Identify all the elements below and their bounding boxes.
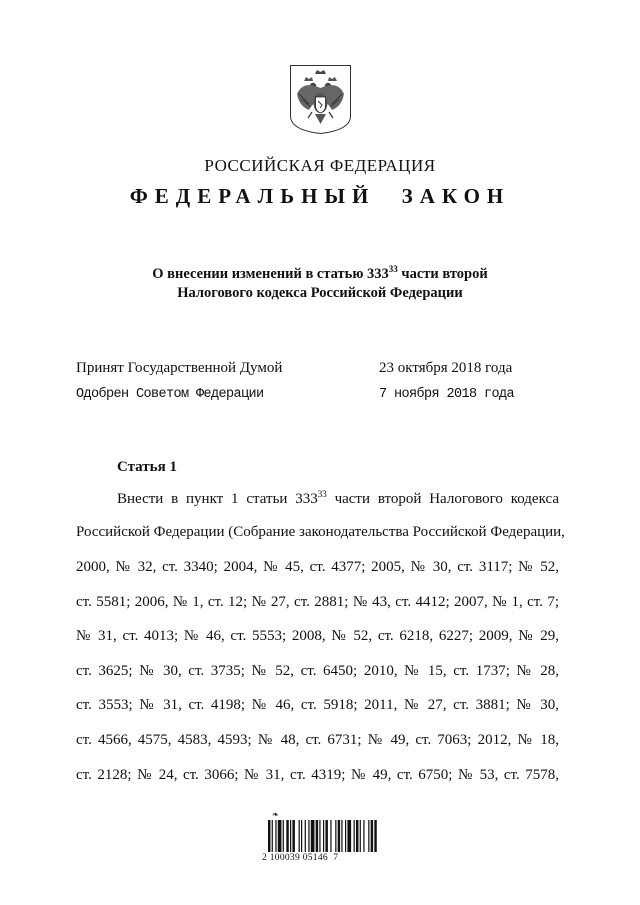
article-text-line: ст. 5581; 2006, № 1, ст. 12; № 27, ст. 2881; № 43, ст. 4412; 2007, № 1, ст. 7;	[76, 594, 559, 610]
article-text-line: Российской Федерации (Собрание законодательства Российской Федерации,	[76, 524, 565, 540]
article-heading: Статья 1	[117, 459, 177, 475]
barcode-bar	[371, 820, 373, 852]
barcode-bar	[316, 820, 318, 852]
barcode	[262, 810, 382, 866]
barcode-bar	[268, 820, 270, 852]
article-text-line: ст. 3625; № 30, ст. 3735; № 52, ст. 6450; 2010, № 15, ст. 1737; № 28,	[76, 663, 559, 679]
approval-label-council: Одобрен Советом Федерации	[76, 387, 264, 402]
barcode-bar	[292, 820, 294, 852]
barcode-bar	[290, 820, 291, 852]
barcode-bar	[374, 820, 376, 852]
barcode-bar	[305, 820, 306, 852]
barcode-bar	[356, 820, 358, 852]
barcode-bar	[278, 820, 282, 852]
barcode-bar	[323, 820, 324, 852]
article-superscript: 33	[388, 264, 398, 274]
adoption-label-duma: Принят Государственной Думой	[76, 360, 283, 376]
article-text-line: ст. 2128; № 24, ст. 3066; № 31, ст. 4319; № 49, ст. 6750; № 53, ст. 7578,	[76, 767, 559, 783]
barcode-bar	[308, 820, 309, 852]
barcode-bar	[330, 820, 331, 852]
barcode-bars	[268, 820, 378, 852]
barcode-bar	[299, 820, 300, 852]
adoption-date-duma: 23 октября 2018 года	[379, 360, 513, 376]
barcode-bar	[363, 820, 364, 852]
barcode-bar	[272, 820, 273, 852]
article-text-line: ст. 4566, 4575, 4583, 4593; № 48, ст. 6731; № 49, ст. 7063; 2012, № 18,	[76, 732, 559, 748]
document-type: ФЕДЕРАЛЬНЫЙ ЗАКОН	[129, 184, 511, 208]
article-superscript: 33	[317, 489, 327, 499]
barcode-bar	[325, 820, 327, 852]
barcode-bar	[368, 820, 369, 852]
barcode-bar	[347, 820, 351, 852]
article-text-line: ст. 3553; № 31, ст. 4198; № 46, ст. 5918; 2011, № 27, ст. 3881; № 30,	[76, 697, 559, 713]
law-title-line-2: Налогового кодекса Российской Федерации	[177, 285, 463, 301]
country-name: РОССИЙСКАЯ ФЕДЕРАЦИЯ	[204, 156, 436, 175]
article-text-part: части второй Налогового кодекса	[326, 491, 559, 507]
signature-mark-icon: ❧	[272, 810, 279, 819]
law-title-part: части второй	[397, 266, 488, 282]
article-text-part: Внести в пункт 1 статьи 333	[117, 491, 318, 507]
barcode-bar	[283, 820, 284, 852]
barcode-bar	[319, 820, 320, 852]
article-text-line: 2000, № 32, ст. 3340; 2004, № 45, ст. 4377; 2005, № 30, ст. 3117; № 52,	[76, 559, 559, 575]
barcode-bar	[301, 820, 302, 852]
article-first-line	[117, 490, 559, 508]
barcode-bar	[335, 820, 336, 852]
barcode-bar	[360, 820, 361, 852]
barcode-bar	[311, 820, 315, 852]
barcode-number: 2 100039 05146 7	[262, 853, 339, 863]
barcode-bar	[286, 820, 288, 852]
article-text-line: № 31, ст. 4013; № 46, ст. 5553; 2008, № 52, ст. 6218, 6227; 2009, № 29,	[76, 628, 559, 644]
law-title-line-1	[120, 265, 520, 284]
law-title-part: О внесении изменений в статью 333	[152, 266, 389, 282]
barcode-bar	[341, 820, 342, 852]
barcode-bar	[354, 820, 355, 852]
state-emblem-icon	[289, 64, 352, 135]
barcode-bar	[345, 820, 346, 852]
barcode-bar	[275, 820, 276, 852]
barcode-bar	[338, 820, 340, 852]
approval-date-council: 7 ноября 2018 года	[379, 387, 515, 402]
